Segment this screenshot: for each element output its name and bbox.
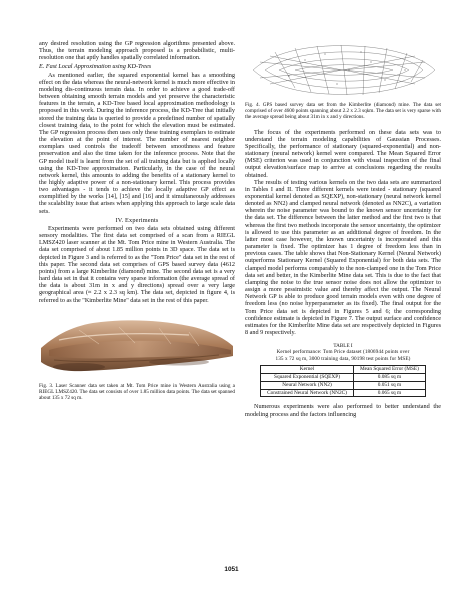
figure-4-caption: Fig. 4. GPS based survey data set from the Kimberlite (diamond) mine. The data set comprised of over 4600 points spanning about 2.2 x 2.3 sqkm. The data set is very sparse with the average spread being about 31m in x and y directions. bbox=[245, 102, 441, 121]
section-title: IV. Experiments bbox=[115, 216, 159, 224]
table-caption-line-2: 135 x 72 sq m, 3000 training data, 90198 test points for MSE) bbox=[275, 355, 411, 362]
table-cell-mse: 0.051 sq m bbox=[353, 381, 425, 389]
table-title: TABLE I bbox=[333, 343, 353, 350]
table-header-row bbox=[261, 366, 426, 374]
paragraph-intro: any desired resolution using the GP regression algorithms presented above. Thus, the terrain modeling approach proposed is a probabilistic, multi-resolution one that aptly handles spatially correlated information. bbox=[39, 40, 235, 62]
table-cell-kernel: Neural Network (NN2) bbox=[261, 381, 354, 389]
subsection-title: E. Fast Local Approximation using KD-Trees bbox=[39, 63, 152, 71]
figure-3-laser-scan bbox=[39, 310, 235, 380]
table-caption-line-1: Kernel performance: Tom Price dataset (1806944 points over bbox=[276, 349, 410, 356]
right-column bbox=[245, 40, 441, 418]
table-cell-mse: 0.065 sq m bbox=[353, 389, 425, 397]
table-row bbox=[261, 389, 426, 397]
table-header-kernel: Kernel bbox=[261, 366, 354, 374]
table-cell-mse: 0.085 sq m bbox=[353, 373, 425, 381]
table-cell-kernel: Squared Exponential (SQEXP) bbox=[261, 373, 354, 381]
paragraph-kdtree: As mentioned earlier, the squared exponential kernel has a smoothing effect on the data whereas the neural-network kernel is much more effective in modeling dis-continuous terrain data. In order to achieve a good trade-off between obtaining smooth terrain models and yet preserve the characteristic features in the terrain, a KD-Tree based local approximation methodology is proposed in this work. During the inference process, the KD-Tree that initially stored the training data is queried to provide a predefined number of spatially closest training data, to the point for which the elevation must be estimated. The GP regression process then uses only these training exemplars to estimate the elevation at the point of interest. The number of nearest neighbor exemplars used controls the tradeoff between smoothness and feature preservation and also the time taken for the inference process. Note that the GP model itself is learnt from the set of all training data but is applied locally using the KD-Tree approximation. Particularly, in the case of the neural network kernel, this amounts to adding the benefits of a stationary kernel to the highly adaptive power of a non-stationary kernel. This process provides two advantages - it tends to achieve the locally adaptive GP effect as exemplified by the works [14], [15] and [16] and it simultaneously addresses the scalability issue that arises when applying this approach to large scale data sets. bbox=[39, 71, 235, 215]
paragraph-numerous: Numerous experiments were also performed to better understand the modeling process and the factors influencing bbox=[245, 403, 441, 418]
table-cell-kernel: Constrained Neural Network (NN2C) bbox=[261, 389, 354, 397]
kernel-performance-table bbox=[260, 365, 426, 397]
left-column bbox=[39, 40, 235, 401]
table-header-mse: Mean Squared Error (MSE) bbox=[353, 366, 425, 374]
page-number: 1051 bbox=[224, 566, 239, 573]
paragraph-results: The results of testing various kernels on the two data sets are summarized in Tables I and II. Three different kernels were tested - stationary (squared exponential kernel denoted as SQEXP), non-stationary (neural network kernel denoted as NN2) and clamped neural network (denoted as NN2C), a variation wherein the noise parameter was bound to the known sensor uncertainty for the data set. The difference between the latter method and the first two is that whereas the first two methods incorporate the sensor uncertainty, the optimizer is allowed to use this parameter as an additional degree of freedom. In the latter most case however, the known uncertainty is incorporated and this parameter is fixed. The optimizer has 1 degree of freedom less than in previous cases. The table shows that Non-Stationary Kernel (Neural Network) outperforms Stationary Kernel (Squared Exponential) for both data sets. The clamped model performs comparably to the non-clamped one in the Tom Price data set and better, in the Kimberlite Mine data set. This is due to the fact that clamping the noise to the true sensor noise does not allow the optimizer to assign a more pessimistic value and thereby affect the output. The Neural Network GP is able to produce good terrain models even with one degree of freedom less (no noise hyperparameter as its fixed). The final output for the Tom Price data set is depicted in Figures 5 and 6; the corresponding confidence estimate is depicted in Figure 7. The output surface and confidence estimates for the Kimberlite Mine data set are respectively depicted in Figures 8 and 9 respectively. bbox=[245, 178, 441, 336]
figure-3-caption: Fig. 3. Laser Scanner data set taken at Mt. Tom Price mine in Western Australia using a RIEGL LMSZ420. The data set consists of over 1.85 million data points. The data set spanned about 135 x 72 sq m. bbox=[39, 382, 235, 402]
figure-4-gps-survey bbox=[245, 40, 441, 100]
paragraph-experiments: Experiments were performed on two data sets obtained using different sensory modalities. The first data set comprised of a scan from a RIEGL LMSZ420 laser scanner at the Mt. Tom Price mine in Western Australia. The data set comprised of about 1.85 million points in 3D space. The data set is depicted in Figure 3 and is referred to as the "Tom Price" data set in the rest of this paper. The second data set comprises of GPS based survey data (4612 points) from a large Kimberlite (diamond) mine. The second data set is a very hard data set in that it contains very sparse information (the average spread of the data is about 31m in x and y directions) spread over a very large geographical area (≈ 2.2 x 2.3 sq km). The data set, depicted in figure 4, is referred to as the "Kimberlite Mine" data set in the rest of this paper. bbox=[39, 225, 235, 304]
paragraph-focus: The focus of the experiments performed on these data sets was to understand the terrain modeling capabilities of Gaussian Processes. Specifically, the performance of stationary (squared-exponential) and non-stationary (neural network) kernel were compared. The Mean Squared Error (MSE) criterion was used in conjunction with visual inspection of the final output elevation/surface map to arrive at conclusions regarding the results obtained. bbox=[245, 128, 441, 179]
table-row bbox=[261, 381, 426, 389]
table-row bbox=[261, 373, 426, 381]
